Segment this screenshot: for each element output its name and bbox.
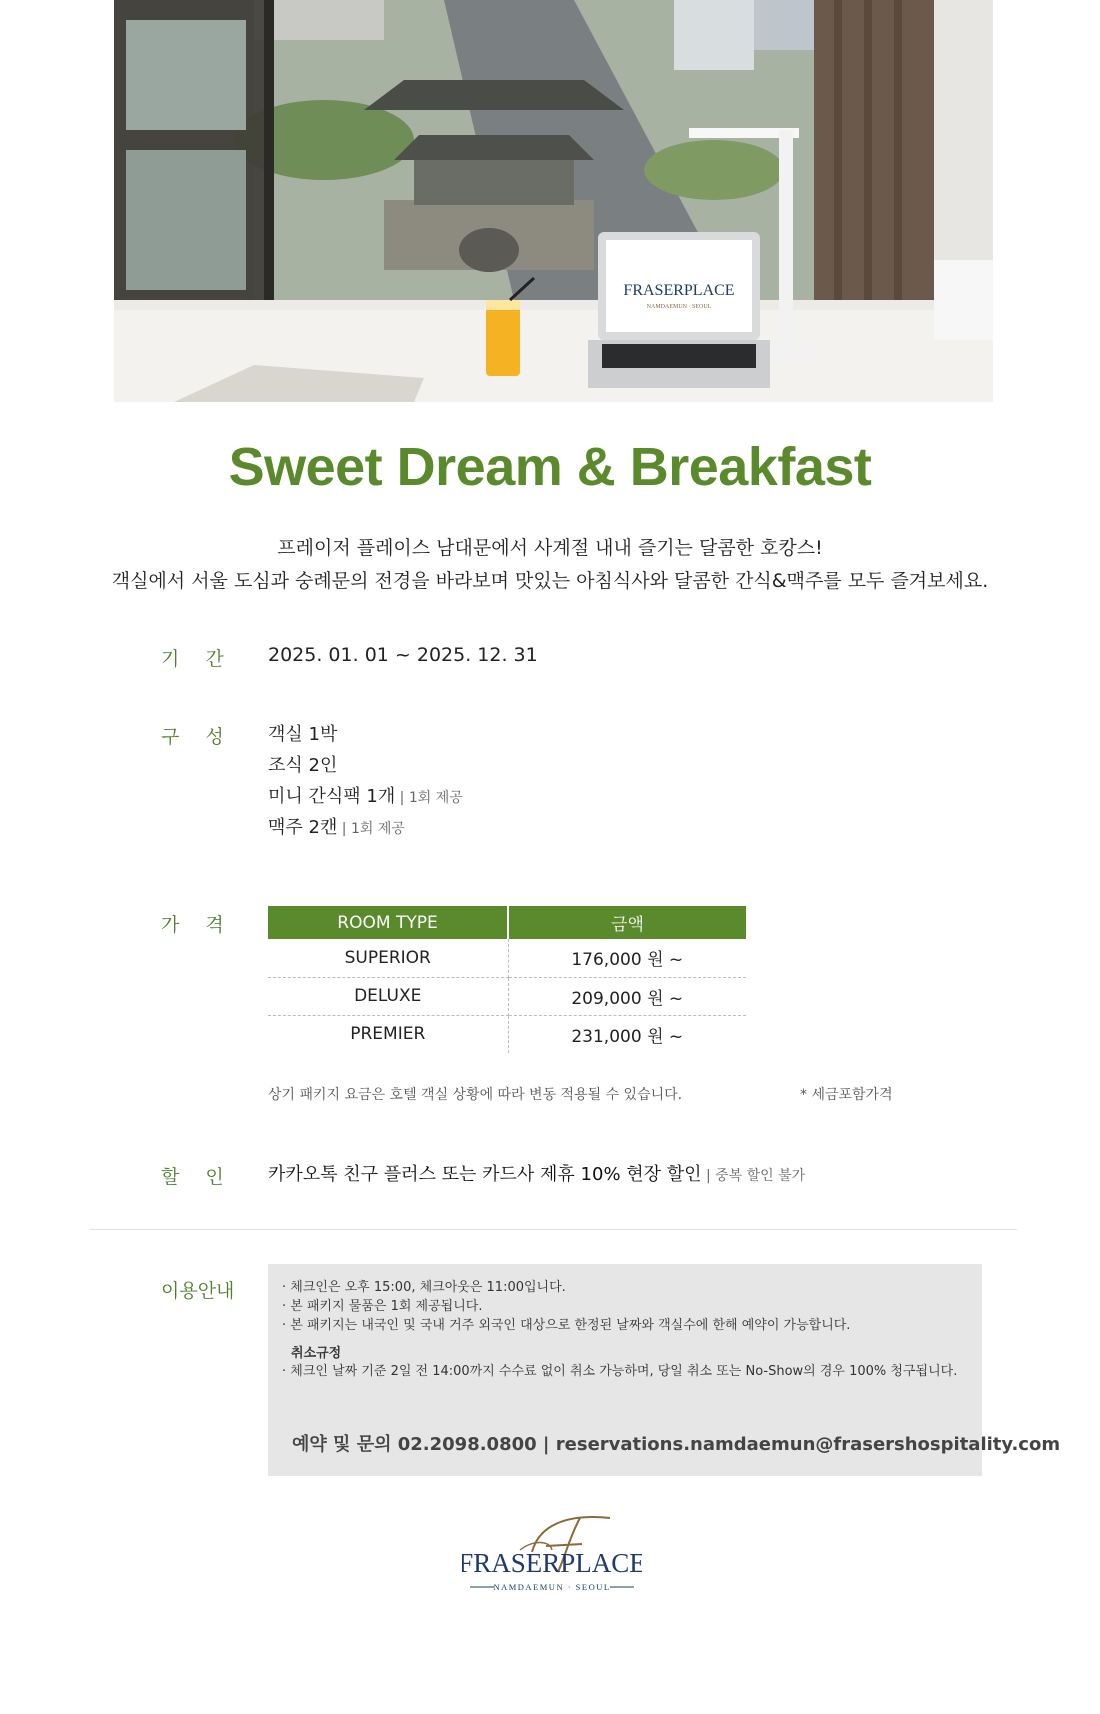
section-divider — [90, 1229, 1017, 1230]
table-row — [268, 977, 746, 1015]
composition-item: 미니 간식팩 1개 | 1회 제공 — [268, 786, 463, 807]
laptop-logo-sub: NAMDAEMUN · SEOUL — [646, 304, 712, 310]
footer-logo-sub: NAMDAEMUN · SEOUL — [493, 1582, 611, 1592]
info-line: · 체크인은 오후 15:00, 체크아웃은 11:00입니다. — [282, 1280, 566, 1295]
composition-item: 객실 1박 — [268, 724, 338, 745]
room-type-cell: SUPERIOR — [268, 939, 508, 977]
page-title: Sweet Dream & Breakfast — [228, 437, 872, 497]
intro-line-1: 프레이저 플레이스 남대문에서 사계절 내내 즐기는 달콤한 호캉스! — [277, 537, 823, 559]
info-box — [268, 1264, 1061, 1476]
composition-label: 구성 — [161, 726, 250, 748]
price-note: 상기 패키지 요금은 호텔 객실 상황에 따라 변동 적용될 수 있습니다. — [268, 1087, 683, 1103]
room-type-cell: PREMIER — [268, 1015, 508, 1053]
discount-value: 카카오톡 친구 플러스 또는 카드사 제휴 10% 현장 할인 | 중복 할인 불가 — [268, 1164, 806, 1185]
brand-logo — [462, 1510, 642, 1600]
price-cell: 176,000 원 ~ — [508, 939, 746, 977]
discount-label: 할인 — [161, 1166, 250, 1188]
price-table — [268, 906, 746, 1053]
info-lines — [282, 1278, 850, 1335]
table-row — [268, 1015, 746, 1053]
table-row — [268, 939, 746, 977]
footer-logo-name: FRASERPLACE — [462, 1548, 642, 1578]
info-line: · 본 패키지는 내국인 및 국내 거주 외국인 대상으로 한정된 날짜와 객실수에 한해 예약이 가능합니다. — [282, 1318, 851, 1333]
period-label: 기간 — [161, 648, 250, 670]
price-table-header — [268, 906, 746, 939]
composition-list — [268, 720, 463, 844]
composition-item: 조식 2인 — [268, 755, 338, 776]
intro-line-2: 객실에서 서울 도심과 숭례문의 전경을 바라보며 맛있는 아침식사와 달콤한 간식&맥주를 모두 즐겨보세요. — [111, 570, 989, 592]
room-type-cell: DELUXE — [268, 977, 508, 1015]
brand-logo-graphic — [462, 1510, 642, 1600]
intro-text — [0, 532, 1100, 598]
price-cell: 231,000 원 ~ — [571, 1026, 684, 1047]
contact-info: 예약 및 문의 02.2098.0800 | reservations.namdaemun@frasershospitality.com — [292, 1434, 1061, 1455]
hero-image — [114, 0, 993, 402]
tax-note: * 세금포함가격 — [800, 1087, 893, 1103]
cancel-policy-text: · 체크인 날짜 기준 2일 전 14:00까지 수수료 없이 취소 가능하며, 당일 취소 또는 No-Show의 경우 100% 청구됩니다. — [282, 1364, 958, 1379]
price-label: 가격 — [161, 914, 250, 936]
hero-illustration — [114, 0, 993, 402]
period-value: 2025. 01. 01 ~ 2025. 12. 31 — [268, 644, 538, 666]
cancel-policy-title: 취소규정 — [291, 1346, 342, 1361]
info-line: · 본 패키지 물품은 1회 제공됩니다. — [282, 1299, 483, 1314]
laptop-logo-text: FRASERPLACE — [623, 282, 735, 299]
info-label: 이용안내 — [161, 1280, 235, 1302]
composition-item: 맥주 2캔 | 1회 제공 — [268, 817, 405, 838]
header-room-type: ROOM TYPE — [268, 906, 508, 939]
header-amount: 금액 — [508, 906, 746, 939]
price-cell: 209,000 원 ~ — [508, 977, 746, 1015]
